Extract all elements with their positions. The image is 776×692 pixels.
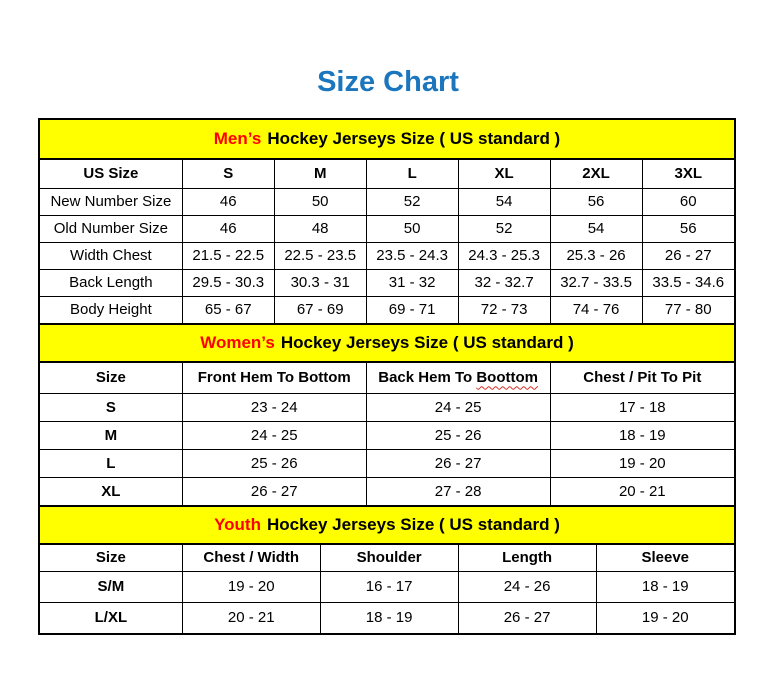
misspelled-word: Boottom [476,369,538,387]
data-cell: 20 - 21 [550,477,734,505]
table-row [40,393,734,421]
column-header-cell: Front Hem To Bottom [182,363,366,393]
mens-section-title: Hockey Jerseys Size ( US standard ) [267,129,561,148]
data-cell: 18 - 19 [320,602,458,633]
data-cell: 72 - 73 [458,296,550,323]
data-cell: 24 - 25 [182,421,366,449]
row-label-cell: New Number Size [40,188,182,215]
data-cell: 30.3 - 31 [274,269,366,296]
data-cell: 21.5 - 22.5 [182,242,274,269]
column-header-cell: XL [458,160,550,188]
table-row [40,477,734,505]
column-header-cell: Chest / Width [182,545,320,571]
data-cell: 26 - 27 [642,242,734,269]
row-label-cell: M [40,421,182,449]
data-cell: 26 - 27 [458,602,596,633]
table-row [40,215,734,242]
data-cell: 24 - 26 [458,571,596,602]
column-header-cell: Size [40,363,182,393]
row-label-cell: Width Chest [40,242,182,269]
youth-header-row [40,545,734,571]
data-cell: 18 - 19 [596,571,734,602]
data-cell: 26 - 27 [182,477,366,505]
mens-section-highlight: Men’s [213,129,262,148]
data-cell: 77 - 80 [642,296,734,323]
column-header-cell: L [366,160,458,188]
mens-size-table [40,160,734,323]
table-row [40,242,734,269]
column-header-cell: Size [40,545,182,571]
page-title: Size Chart [317,66,459,98]
data-cell: 67 - 69 [274,296,366,323]
data-cell: 23.5 - 24.3 [366,242,458,269]
column-header-cell: 2XL [550,160,642,188]
row-label-cell: Old Number Size [40,215,182,242]
youth-section-highlight: Youth [214,515,261,534]
mens-header-row [40,160,734,188]
data-cell: 29.5 - 30.3 [182,269,274,296]
row-label-cell: XL [40,477,182,505]
data-cell: 50 [366,215,458,242]
column-header-cell [366,363,550,393]
data-cell: 74 - 76 [550,296,642,323]
data-cell: 56 [550,188,642,215]
data-cell: 50 [274,188,366,215]
size-chart-table [38,118,736,635]
column-header-cell: Sleeve [596,545,734,571]
womens-header-row [40,363,734,393]
data-cell: 23 - 24 [182,393,366,421]
data-cell: 24 - 25 [366,393,550,421]
data-cell: 48 [274,215,366,242]
column-header-cell: Shoulder [320,545,458,571]
data-cell: 52 [458,215,550,242]
row-label-cell: Back Length [40,269,182,296]
data-cell: 32.7 - 33.5 [550,269,642,296]
data-cell: 19 - 20 [550,449,734,477]
column-header-cell: Chest / Pit To Pit [550,363,734,393]
column-header-cell: Length [458,545,596,571]
table-row [40,449,734,477]
data-cell: 33.5 - 34.6 [642,269,734,296]
row-label-cell: Body Height [40,296,182,323]
data-cell: 60 [642,188,734,215]
row-label-cell: L/XL [40,602,182,633]
row-label-cell: L [40,449,182,477]
data-cell: 17 - 18 [550,393,734,421]
data-cell: 16 - 17 [320,571,458,602]
youth-section-header [40,505,734,545]
data-cell: 25 - 26 [182,449,366,477]
data-cell: 25 - 26 [366,421,550,449]
data-cell: 56 [642,215,734,242]
table-row [40,296,734,323]
data-cell: 25.3 - 26 [550,242,642,269]
data-cell: 52 [366,188,458,215]
row-label-cell: S [40,393,182,421]
data-cell: 20 - 21 [182,602,320,633]
column-header-cell: 3XL [642,160,734,188]
table-row [40,571,734,602]
data-cell: 65 - 67 [182,296,274,323]
data-cell: 19 - 20 [182,571,320,602]
data-cell: 46 [182,215,274,242]
womens-section-title: Hockey Jerseys Size ( US standard ) [280,333,574,352]
column-header-cell: M [274,160,366,188]
data-cell: 69 - 71 [366,296,458,323]
table-row [40,269,734,296]
data-cell: 19 - 20 [596,602,734,633]
table-row [40,188,734,215]
data-cell: 54 [550,215,642,242]
data-cell: 31 - 32 [366,269,458,296]
data-cell: 18 - 19 [550,421,734,449]
youth-section-title: Hockey Jerseys Size ( US standard ) [266,515,560,534]
data-cell: 26 - 27 [366,449,550,477]
table-row [40,602,734,633]
data-cell: 22.5 - 23.5 [274,242,366,269]
youth-size-table [40,545,734,633]
data-cell: 54 [458,188,550,215]
table-row [40,421,734,449]
data-cell: 32 - 32.7 [458,269,550,296]
data-cell: 27 - 28 [366,477,550,505]
womens-size-table [40,363,734,505]
data-cell: 24.3 - 25.3 [458,242,550,269]
column-header-cell: US Size [40,160,182,188]
row-label-cell: S/M [40,571,182,602]
column-header-text: Back Hem To [378,369,473,387]
womens-section-highlight: Women’s [200,333,275,352]
column-header-cell: S [182,160,274,188]
data-cell: 46 [182,188,274,215]
mens-section-header [40,120,734,160]
womens-section-header [40,323,734,363]
